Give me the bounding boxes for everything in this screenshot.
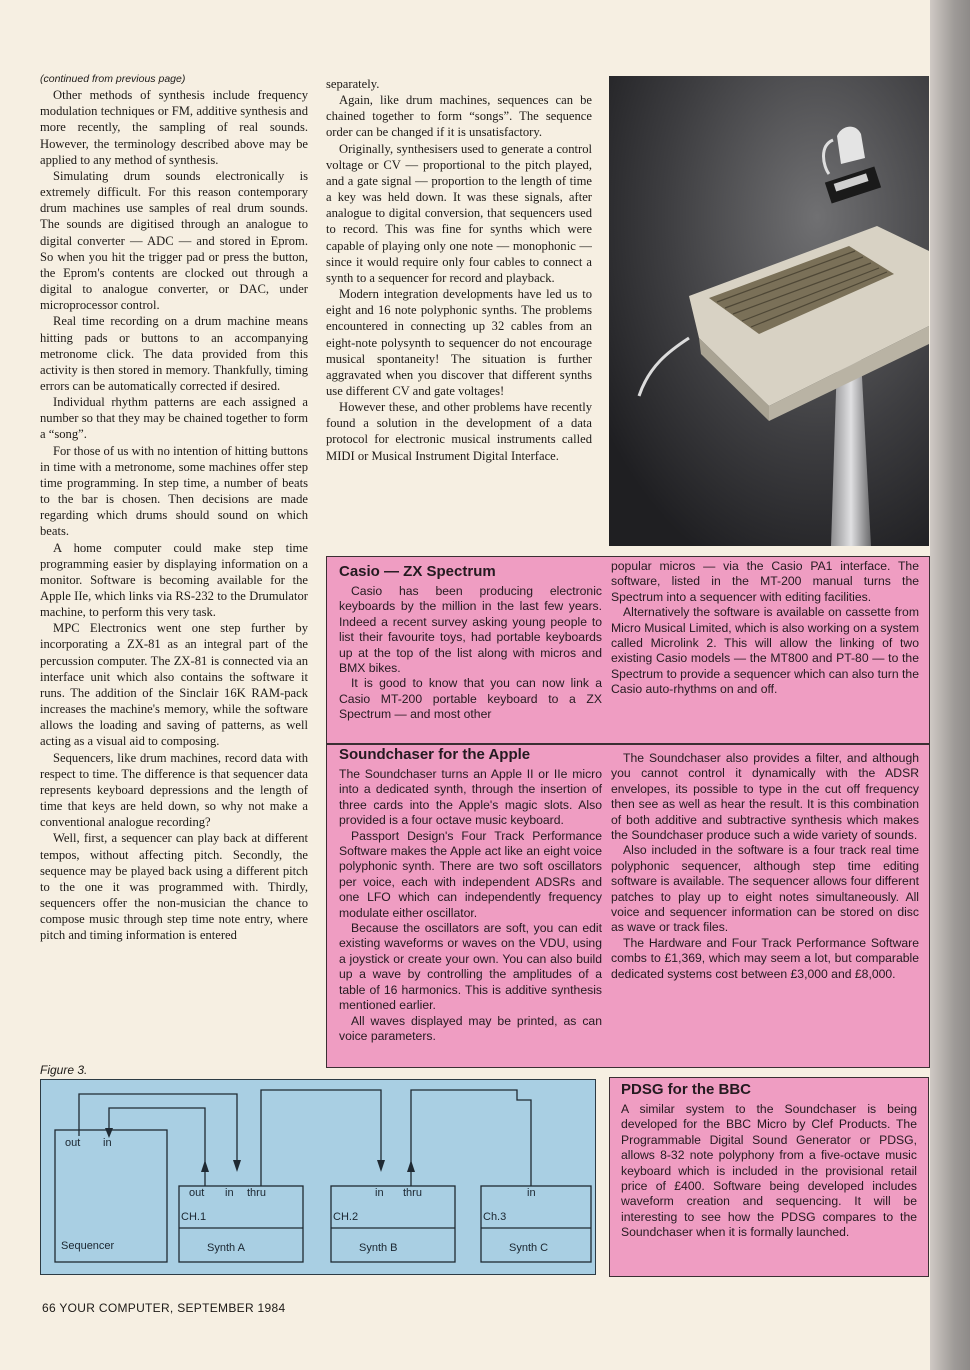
pdsg-sidebar: [609, 1077, 929, 1277]
paragraph: A similar system to the Soundchaser is being developed for the BBC Micro by Clef Products. The Programmable Digital Sound Generator or PDSG, allows 8-32 note polyphony from a five-octave music keyboard which is included in the provisional retail price of £400. Software being developed includes waveform creation and sequencing. It will be interesting to see how the PDSG compares to the Soundchaser when it is formally launched.: [621, 1102, 917, 1240]
figure-label: Figure 3.: [40, 1063, 88, 1077]
computer-illustration: [609, 76, 929, 546]
channel-1-label: CH.1: [181, 1211, 207, 1223]
paragraph: Modern integration developments have led us to eight and 16 note polyphonic synths. The problems encountered in connecting up 32 cables from an eight-note polysynth to sequencer do not encourage musical spontaneity! The situation is further aggravated when you discover that different synths use different CV and gate voltages!: [326, 287, 592, 398]
paragraph: All waves displayed may be printed, as can voice parameters.: [339, 1013, 602, 1043]
synth-a-in-label: in: [225, 1187, 234, 1199]
paragraph: Casio has been producing electronic keyboards by the million in the last few years. Indeed a recent survey asking young people to list their favourite toys, had portable keyboards up at the top of the list along with micros and BMX bikes.: [339, 584, 602, 676]
midi-diagram: [40, 1079, 596, 1275]
paragraph: Again, like drum machines, sequences can be chained together to form “songs”. The sequence order can be changed if it is unsatisfactory.: [326, 93, 592, 140]
synth-b-label: Synth B: [359, 1242, 398, 1254]
sequencer-in-label: in: [103, 1137, 112, 1149]
paragraph: Alternatively the software is available on cassette from Micro Musical Limited, which is also working on a system called Microlink 2. This will allow the linking of two existing Casio models — the MT800 and PT-80 — to the Spectrum to provide a sequencer which can also turn the Casio auto-rhythms on and off.: [611, 605, 919, 697]
page-edge: [930, 0, 970, 1370]
page-footer: 66 YOUR COMPUTER, SEPTEMBER 1984: [42, 1301, 286, 1315]
paragraph: popular micros — via the Casio PA1 interface. The software, listed in the MT-200 manual turns the Spectrum into a sequencer with editing facilities.: [611, 559, 919, 604]
paragraph: However these, and other problems have recently found a solution in the development of a data protocol for electronic musical instruments called MIDI or Musical Instrument Digital Interface.: [326, 400, 592, 463]
channel-3-label: Ch.3: [483, 1211, 507, 1223]
pdsg-title: PDSG for the BBC: [621, 1081, 752, 1098]
soundchaser-sidebar: [326, 744, 930, 1068]
paragraph: Originally, synthesisers used to generate a control voltage or CV — proportional to the pitch played, and a gate signal — proportion to the length of time a key was held down. It was these signals, after analogue to digital conversion, that sequencers used to record. This was fine for synths which were capable of playing only one note — monophonic — since it would require only four cables to connect a synth to a sequencer for record and playback.: [326, 141, 592, 285]
paragraph: Passport Design's Four Track Performance Software makes the Apple act like an eight voice polyphonic synth. There are two soft oscillators per voice, each with independent ADSRs and one LFO which can independently frequency modulate either oscillator.: [339, 828, 602, 920]
casio-sidebar: [326, 556, 930, 744]
continued-note: (continued from previous page): [40, 73, 186, 85]
synth-b-in-label: in: [375, 1187, 384, 1199]
casio-title: Casio — ZX Spectrum: [339, 563, 496, 580]
paragraph: The Soundchaser also provides a filter, and although you cannot control it dynamically with the ADSR envelopes, its possible to type in the cut off frequency then see as well as hear the result. It is this combination of both additive and subtractive synthesis which makes the Soundchaser produce such a wide variety of sounds.: [611, 751, 919, 843]
paragraph: Also included in the software is a four track real time polyphonic sequencer, although step time editing software is available. The sequencer allows four different patches to play up to eight notes simultaneously. All voice and sequencer information can be stored on disc as wave or track files.: [611, 843, 919, 935]
paragraph: The Hardware and Four Track Performance Software combs to £1,369, which may seem a lot, but comparable dedicated systems cost between £3,000 and £8,000.: [611, 935, 919, 981]
paragraph: Other methods of synthesis include frequency modulation techniques or FM, additive synthesis and more recently, the sampling of real sounds. However, the terminology described above may be applied to any method of synthesis.: [40, 88, 308, 167]
synth-a-thru-label: thru: [247, 1187, 266, 1199]
channel-2-label: CH.2: [333, 1211, 359, 1223]
synth-a-out-label: out: [189, 1187, 205, 1199]
computer-photo: [609, 76, 929, 546]
paragraph: A home computer could make step time programming easier by displaying information on a monitor. Software is becoming available for the Apple IIe, which links via RS-232 to the Drumulator machine, to perform this very task.: [40, 540, 308, 620]
paragraph: Real time recording on a drum machine means hitting pads or buttons to an accompanying metronome click. The data provided from this activity is then stored in memory. Thankfully, timing errors can be automatically corrected if desired.: [40, 314, 308, 393]
paragraph: Individual rhythm patterns are each assigned a number so that they may be chained together to form a “song”.: [40, 395, 308, 442]
paragraph: The Soundchaser turns an Apple II or IIe micro into a dedicated synth, through the insertion of three cards into the Apple's magic slots. Also provided is a four octave music keyboard.: [339, 767, 602, 828]
sequencer-out-label: out: [65, 1137, 81, 1149]
synth-a-label: Synth A: [207, 1242, 245, 1254]
soundchaser-title: Soundchaser for the Apple: [339, 746, 531, 763]
paragraph: Sequencers, like drum machines, record data with respect to time. The difference is that sequencer data represents keyboard depressions and the length of time that keys are held down, so why not make a conventional analogue recording?: [40, 750, 308, 830]
paragraph: Simulating drum sounds electronically is extremely difficult. For this reason contemporary drum machines use samples of real drum sounds. The sounds are digitised through an analogue to digital converter — ADC — and stored in Eprom. So when you hit the trigger pad or press the button, the Eprom's contents are clocked out through a digital to analogue converter, or DAC, under microprocessor control.: [40, 168, 308, 313]
paragraph: MPC Electronics went one step further by incorporating a ZX-81 as an integral part of the percussion computer. The ZX-81 is connected via an interface unit which also contains the software it runs. The addition of the Sinclair 16K RAM-pack increases the machine's memory, while the software allows the loading and saving of patterns, as well acting as a visual aid to composing.: [40, 621, 308, 749]
article-column-1: [40, 71, 308, 1061]
paragraph: For those of us with no intention of hitting buttons in time with a metronome, some machines offer step time programming. In step time, a number of beats to the bar is chosen. Then decisions are made regarding which drums should sound on which beats.: [40, 443, 308, 539]
synth-c-label: Synth C: [509, 1242, 549, 1254]
sequencer-label: Sequencer: [61, 1240, 115, 1252]
article-column-2: [326, 76, 592, 562]
paragraph: It is good to know that you can now link a Casio MT-200 portable keyboard to a ZX Spectrum — and most other: [339, 676, 602, 722]
synth-b-thru-label: thru: [403, 1187, 422, 1199]
paragraph: separately.: [326, 77, 380, 91]
paragraph: Well, first, a sequencer can play back at different tempos, without affecting pitch. Secondly, the sequence may be played back using a different pitch to the one it was programmed with. Thirdly, sequencers offer the non-musician the chance to compose music through step time note entry, where pitch and timing information is entered: [40, 831, 308, 943]
synth-c-in-label: in: [527, 1187, 536, 1199]
paragraph: Because the oscillators are soft, you can edit existing waveforms or waves on the VDU, using a joystick or create your own. You can also build up a wave by controlling the amplitudes of a table of 16 harmonics. This is additive synthesis mentioned earlier.: [339, 921, 602, 1013]
